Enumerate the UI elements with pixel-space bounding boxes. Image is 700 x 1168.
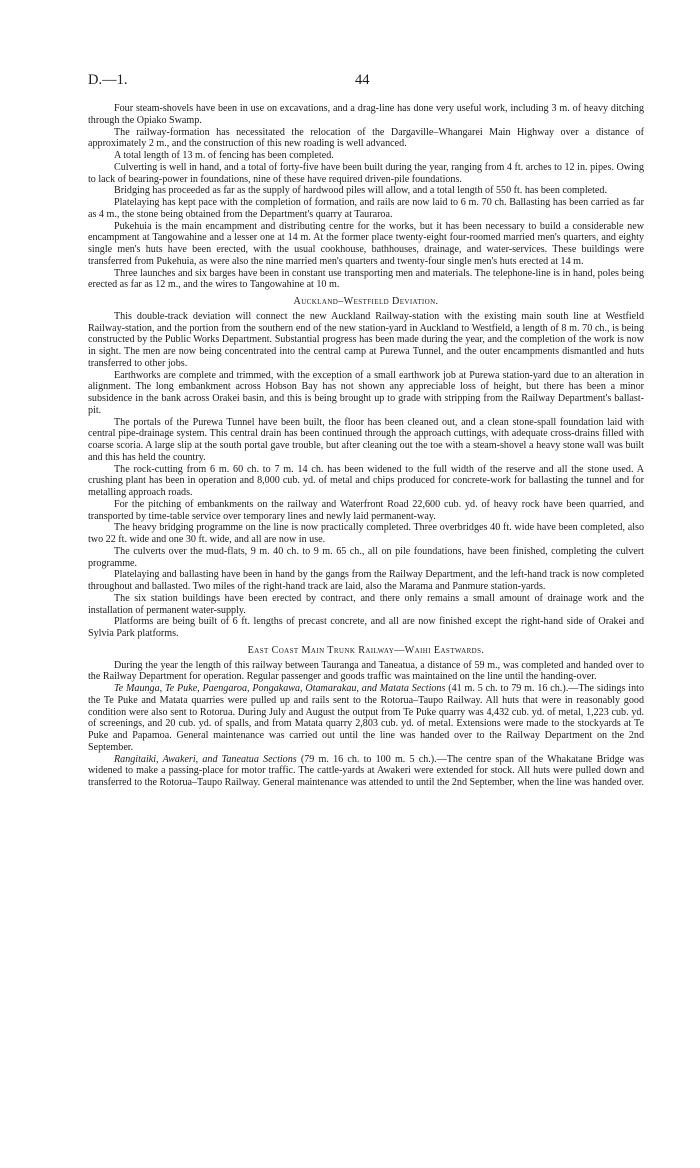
paragraph: Bridging has proceeded as far as the supply of hardwood piles will allow, and a total length of 550 ft. has been completed. (114, 185, 607, 197)
paragraph: The culverts over the mud-flats, 9 m. 40 ch. to 9 m. 65 ch., all on pile foundations, have been finished, completing the culvert programme. (88, 545, 644, 569)
paragraph: Platforms are being built of 6 ft. lengths of precast concrete, and all are now finished except the right-hand side of Orakei and Sylvia Park platforms. (88, 616, 644, 639)
paragraph: For the pitching of embankments on the railway and Waterfront Road 22,600 cub. yd. of heavy rock have been quarried, and transported by time-table service over temporary lines and newly laid permanent-way. (88, 498, 644, 522)
paragraph: The heavy bridging programme on the line is now practically completed. Three overbridges 40 ft. wide have been completed, also two 22 ft. wide and one 30 ft. wide, and all are now in use. (88, 522, 644, 545)
paragraph: The portals of the Purewa Tunnel have been built, the floor has been cleaned out, and a clean stone-spall foundation laid with central pipe-drainage system. This central drain has been continued through the approach cuttings, with adequate cross-drains filled with coarse scoria. A large slip at the south portal gave trouble, but after cleaning out the toe with a steam-shovel a heavy stone wall was built and this has held the country. (88, 416, 644, 463)
paragraph-text: (79 m. 16 ch. to 100 m. 5 ch.).—The centre span of the Whakatane Bridge was widened to make a passing-place for motor traffic. The cattle-yards at Awakeri were extended for stock. All huts were pulled down and transferred to the Rotorua–Taupo Railway. General maintenance was attended to until the 2nd September, when the line was handed over. (88, 753, 645, 788)
section-subtitle: Rangitaiki, Awakeri, and Taneatua Sections (114, 753, 297, 765)
paragraph: Four steam-shovels have been in use on excavations, and a drag-line has done very useful work, including 3 m. of heavy ditching through the Opiako Swamp. (88, 103, 644, 126)
paragraph (88, 754, 644, 789)
paragraph: During the year the length of this railway between Tauranga and Taneatua, a distance of 59 m., was completed and handed over to the Railway Department for operation. Regular passenger and goods traffic was maintained on the line until the handing-over. (88, 659, 644, 683)
paragraph (88, 683, 644, 754)
paragraph: This double-track deviation will connect the new Auckland Railway-station with the existing main south line at Westfield Railway-station, and the portion from the southern end of the new station-yard in Auckland to Westfield, a length of 8 m. 70 ch., is being constructed by the Public Works Department. Substantial progress has been made during the year, and the completion of the work is now in sight. The men are now being concentrated into the central camp at Purewa Tunnel, and the outer encampments dismantled and huts transferred to other jobs. (88, 310, 644, 369)
document-body (88, 103, 644, 789)
page-header (88, 72, 646, 90)
paragraph: Pukehuia is the main encampment and distributing centre for the works, but it has been necessary to build a considerable new encampment at Tangowahine and a lesser one at 14 m. At the former place twenty-eight four-roomed married men's quarters, and eighty single men's huts have been erected, with the usual cookhouse, bathhouses, drainage, and water-services. These buildings were transferred from Pukehuia, as were also the nine married men's quarters and twenty-four single men's huts erected at 14 m. (88, 220, 644, 267)
paragraph: Three launches and six barges have been in constant use transporting men and materials. The telephone-line is in hand, poles being erected as far as 12 m., and the wires to Tangowahine at 10 m. (88, 267, 644, 291)
paragraph: A total length of 13 m. of fencing has been completed. (114, 150, 334, 161)
paragraph: The railway-formation has necessitated the relocation of the Dargaville–Whangarei Main Highway over a distance of approximately 2 m., and the construction of this new roading is well advanced. (88, 126, 644, 150)
paragraph: Platelaying has kept pace with the completion of formation, and rails are now laid to 6 m. 70 ch. Ballasting has been carried as far as 4 m., the stone being obtained from the Department's quarry at Tauraroa. (88, 197, 644, 220)
paragraph: Earthworks are complete and trimmed, with the exception of a small earthwork job at Purewa station-yard due to an alteration in alignment. The long embankment across Hobson Bay has not shown any appreciable loss of height, but there has been a minor subsidence in the bank across Orakei basin, and this is being brought up to grade with stripping from the Railway Department's ballast-pit. (88, 369, 644, 416)
paragraph-text: (41 m. 5 ch. to 79 m. 16 ch.).—The sidings into the Te Puke and Matata quarries were pulled up and rails sent to the Rotorua–Taupo Railway. All huts that were in reasonably good condition were also sent to Rotorua. During July and August the output from Te Puke quarry was 4,432 cub. yd. of metal, 1,223 cub. yd. of screenings, and 20 cub. yd. of spalls, and from Matata quarry 2,803 cub. yd. of metal. Extensions were made to the stockyards at Te Puke and Papamoa. General maintenance was carried out until the line was handed over to the Railway Department on the 2nd September. (88, 683, 644, 753)
section-heading: Auckland–Westfield Deviation. (293, 296, 439, 307)
page-number: 44 (355, 72, 370, 88)
paragraph: The six station buildings have been erected by contract, and there only remains a small amount of drainage work and the installation of permanent water-supply. (88, 592, 644, 616)
section-subtitle: Te Maunga, Te Puke, Paengaroa, Pongakawa, Otamarakau, and Matata Sections (114, 683, 446, 694)
paragraph: Platelaying and ballasting have been in hand by the gangs from the Railway Department, and the left-hand track is now completed throughout and ballasted. Two miles of the right-hand track are laid, also the Marama and Panmure station-yards. (88, 569, 644, 592)
section-heading: East Coast Main Trunk Railway—Waihi Eastwards. (247, 644, 485, 656)
document-reference: D.—1. (88, 72, 128, 88)
paragraph: The rock-cutting from 6 m. 60 ch. to 7 m. 14 ch. has been widened to the full width of the reserve and all the stone used. A crushing plant has been in operation and 8,000 cub. yd. of metal and chips produced for concrete-work for ballasting the tunnel and for metalling approach roads. (88, 463, 644, 498)
paragraph: Culverting is well in hand, and a total of forty-five have been built during the year, ranging from 4 ft. arches to 12 in. pipes. Owing to lack of bearing-power in foundations, nine of these have required driven-pile foundations. (88, 161, 644, 185)
